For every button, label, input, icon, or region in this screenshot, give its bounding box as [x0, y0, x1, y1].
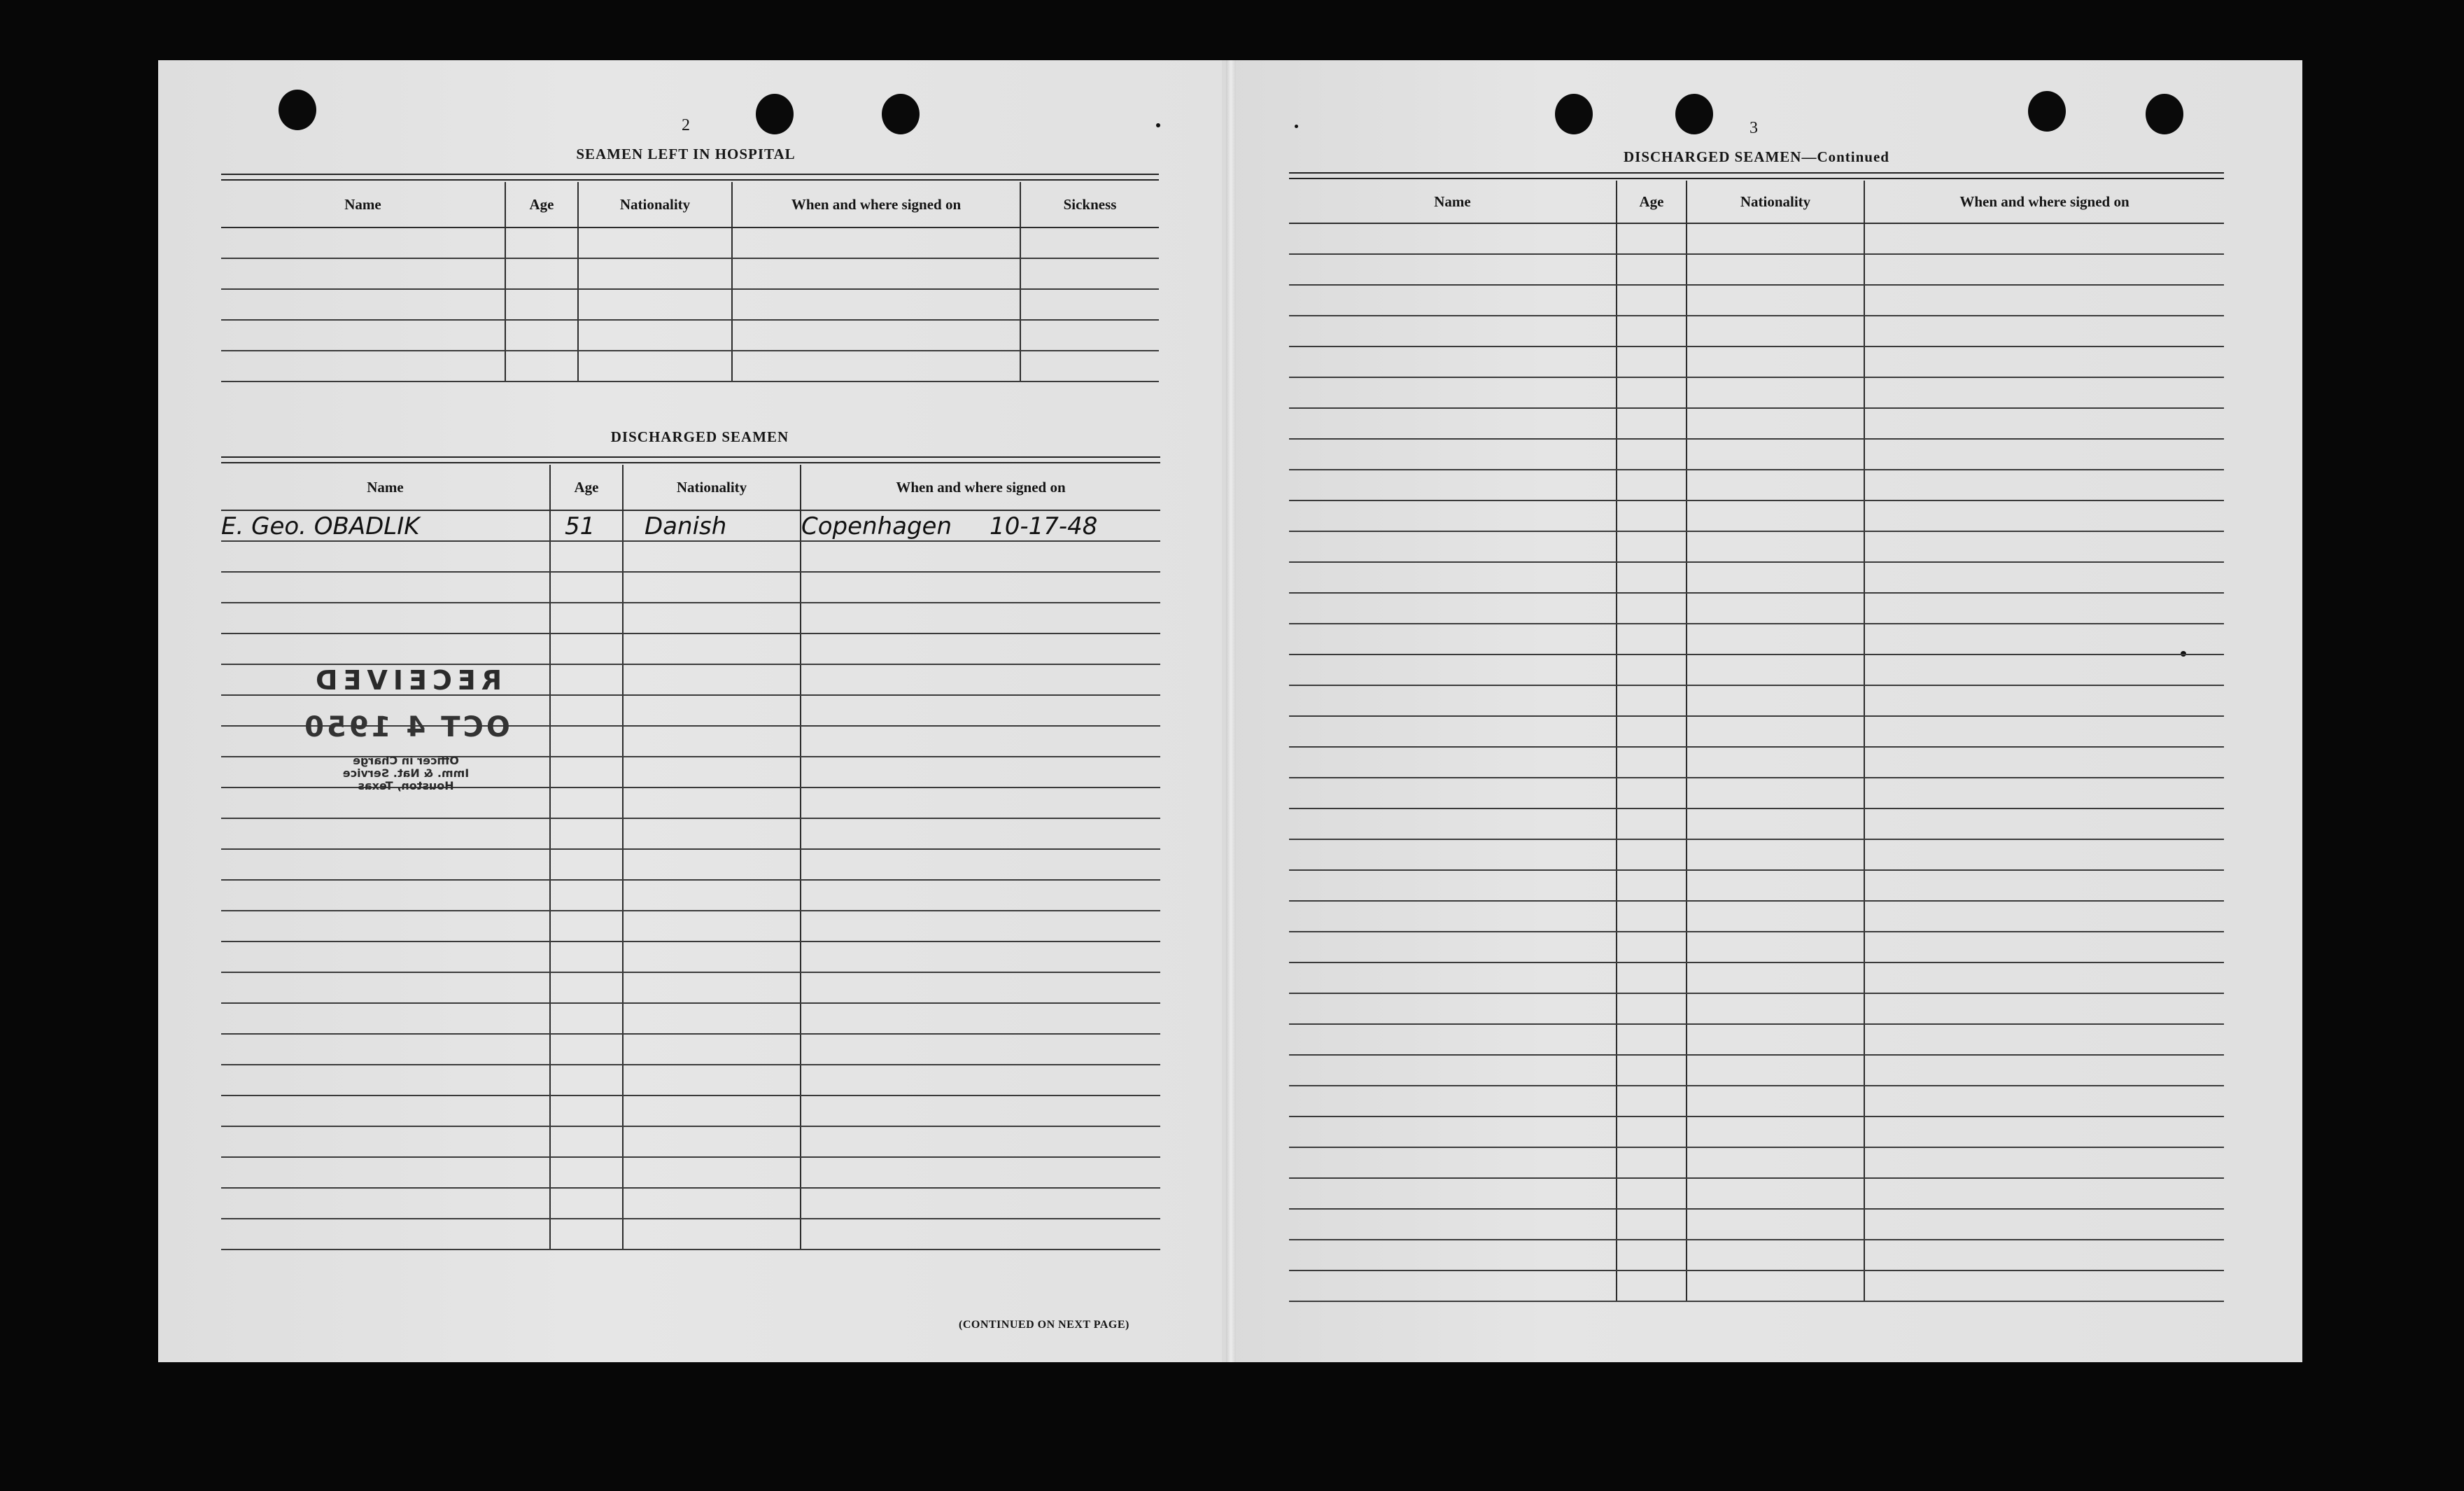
table-row — [1289, 439, 2224, 470]
table-row — [1289, 808, 2224, 839]
table-row — [221, 510, 1160, 541]
table-row — [1289, 285, 2224, 316]
discharged-continued-table-body — [1289, 223, 2224, 1301]
table-row — [1289, 531, 2224, 562]
table-rule — [221, 456, 1160, 463]
table-row — [221, 258, 1159, 289]
punch-hole — [1555, 94, 1593, 134]
table-header-row — [221, 465, 1160, 510]
table-row — [1289, 346, 2224, 377]
stamp-line: Houston, Texas — [358, 779, 454, 792]
page-number: 3 — [1750, 119, 1758, 137]
table-row — [221, 911, 1160, 941]
table-row — [1289, 1209, 2224, 1240]
table-row — [221, 849, 1160, 880]
discharged-table-body — [221, 510, 1160, 1250]
column-header-signed-on: When and where signed on — [801, 465, 1160, 510]
table-row — [221, 351, 1159, 382]
table-row — [221, 1188, 1160, 1219]
table-row — [1289, 1147, 2224, 1178]
table-row — [221, 634, 1160, 664]
discharged-continued-table — [1289, 181, 2224, 1302]
table-row — [221, 941, 1160, 972]
table-row — [1289, 932, 2224, 962]
column-header-name: Name — [221, 182, 505, 227]
continued-note: (CONTINUED ON NEXT PAGE) — [959, 1319, 1129, 1331]
table-row — [1289, 223, 2224, 254]
column-header-age: Age — [550, 465, 623, 510]
table-row — [221, 289, 1159, 320]
table-row — [1289, 624, 2224, 654]
seaman-signed-on: Copenhagen 10-17-48 — [801, 510, 1160, 541]
table-row — [1289, 901, 2224, 932]
hospital-table-body — [221, 227, 1159, 382]
table-row — [1289, 1024, 2224, 1055]
table-row — [1289, 747, 2224, 778]
table-row — [221, 1096, 1160, 1126]
stamp-line: Officer in Charge — [353, 754, 459, 767]
punch-hole — [756, 94, 794, 134]
ink-speck — [1295, 125, 1298, 128]
table-row — [221, 572, 1160, 603]
table-row — [1289, 1116, 2224, 1147]
page-fold — [1226, 60, 1236, 1362]
punch-hole — [279, 90, 316, 130]
punch-hole — [2028, 91, 2066, 132]
table-row — [221, 541, 1160, 572]
column-header-age: Age — [1617, 181, 1687, 223]
ink-speck — [1156, 123, 1160, 127]
table-row — [221, 1157, 1160, 1188]
table-row — [221, 972, 1160, 1003]
section-title-discharged: DISCHARGED SEAMEN — [610, 428, 789, 445]
table-row — [221, 1003, 1160, 1034]
table-row — [1289, 1055, 2224, 1086]
column-header-nationality: Nationality — [1687, 181, 1864, 223]
column-header-signed-on: When and where signed on — [1864, 181, 2224, 223]
table-row — [1289, 316, 2224, 346]
column-header-name: Name — [1289, 181, 1617, 223]
discharged-table — [221, 465, 1160, 1250]
table-row — [1289, 993, 2224, 1024]
table-row — [221, 880, 1160, 911]
column-header-signed-on: When and where signed on — [732, 182, 1020, 227]
page-number: 2 — [682, 116, 690, 134]
column-header-age: Age — [505, 182, 578, 227]
table-row — [1289, 870, 2224, 901]
hospital-table — [221, 182, 1159, 382]
table-row — [1289, 1240, 2224, 1270]
punch-hole — [1675, 94, 1713, 134]
table-row — [1289, 716, 2224, 747]
table-rule — [221, 174, 1159, 181]
table-row — [1289, 500, 2224, 531]
table-row — [1289, 470, 2224, 500]
stamp-heading: RECEIVED — [309, 665, 502, 696]
table-row — [1289, 654, 2224, 685]
table-row — [221, 1034, 1160, 1065]
table-row — [1289, 593, 2224, 624]
table-row — [1289, 377, 2224, 408]
seaman-name: E. Geo. OBADLIK — [221, 510, 550, 541]
table-row — [1289, 1178, 2224, 1209]
stamp-date: OCT 4 1950 — [302, 711, 510, 743]
punch-hole — [2146, 94, 2183, 134]
table-row — [1289, 254, 2224, 285]
column-header-nationality: Nationality — [623, 465, 801, 510]
table-row — [1289, 839, 2224, 870]
table-row — [1289, 562, 2224, 593]
table-row — [1289, 685, 2224, 716]
table-row — [221, 320, 1159, 351]
column-header-name: Name — [221, 465, 550, 510]
table-row — [221, 1126, 1160, 1157]
table-rule — [1289, 172, 2224, 179]
table-header-row — [221, 182, 1159, 227]
stamp-line: Imm. & Nat. Service — [342, 766, 470, 780]
table-row — [221, 818, 1160, 849]
table-row — [221, 227, 1159, 258]
seaman-age: 51 — [550, 510, 623, 541]
table-row — [1289, 778, 2224, 808]
received-stamp — [301, 665, 511, 792]
table-row — [221, 603, 1160, 634]
table-row — [1289, 408, 2224, 439]
seaman-nationality: Danish — [623, 510, 801, 541]
column-header-nationality: Nationality — [578, 182, 732, 227]
table-row — [221, 1065, 1160, 1096]
table-row — [221, 1219, 1160, 1250]
table-row — [1289, 962, 2224, 993]
column-header-sickness: Sickness — [1020, 182, 1159, 227]
section-title-hospital: SEAMEN LEFT IN HOSPITAL — [576, 146, 796, 162]
table-header-row — [1289, 181, 2224, 223]
table-row — [1289, 1270, 2224, 1301]
punch-hole — [882, 94, 920, 134]
table-row — [1289, 1086, 2224, 1116]
section-title-discharged-continued: DISCHARGED SEAMEN—Continued — [1624, 148, 1889, 165]
